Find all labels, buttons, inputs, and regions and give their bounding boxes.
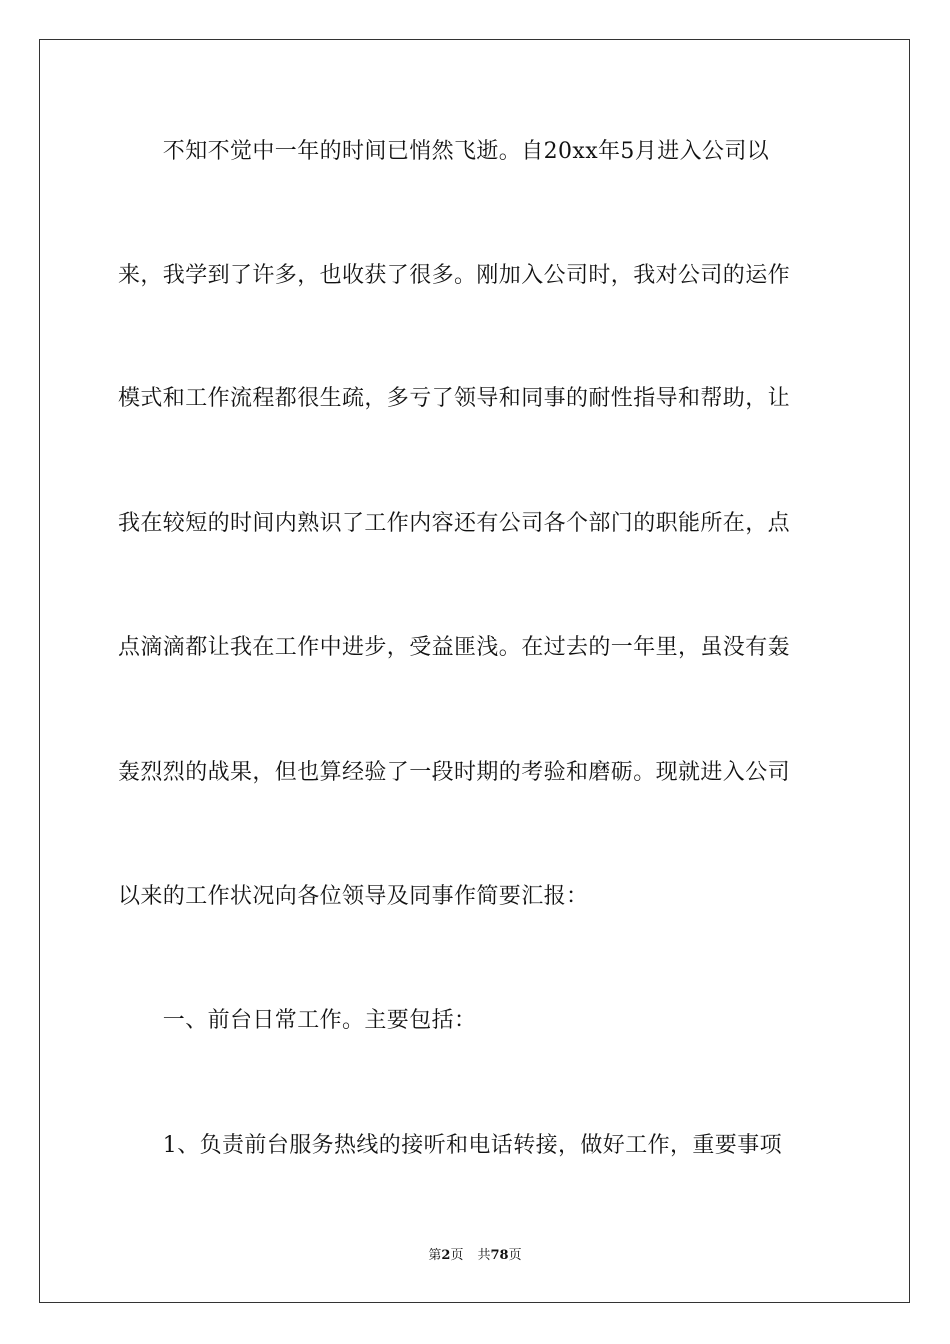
paragraph-line-6: 轰烈烈的战果，但也算经验了一段时期的考验和磨砺。现就进入公司 [118, 760, 791, 785]
page-prefix: 第 [428, 1248, 442, 1263]
paragraph-line-2: 来，我学到了许多，也收获了很多。刚加入公司时，我对公司的运作 [118, 263, 791, 288]
list-item-1: 1、负责前台服务热线的接听和电话转接，做好工作，重要事项 [118, 1133, 782, 1158]
total-unit: 页 [508, 1248, 522, 1263]
paragraph-line-5: 点滴滴都让我在工作中进步，受益匪浅。在过去的一年里，虽没有轰 [118, 635, 791, 660]
paragraph-line-4: 我在较短的时间内熟识了工作内容还有公司各个部门的职能所在，点 [118, 511, 791, 536]
page-number: 2 [441, 1248, 451, 1263]
total-pages: 78 [490, 1248, 509, 1263]
paragraph-line-3: 模式和工作流程都很生疏，多亏了领导和同事的耐性指导和帮助，让 [118, 386, 791, 411]
paragraph-line-1: 不知不觉中一年的时间已悄然飞逝。自20xx年5月进入公司以 [118, 139, 770, 164]
total-prefix: 共 [477, 1248, 491, 1263]
page-footer [0, 1249, 950, 1262]
page-border [39, 39, 910, 1303]
section-heading: 一、前台日常工作。主要包括： [118, 1008, 477, 1033]
paragraph-line-7: 以来的工作状况向各位领导及同事作简要汇报： [118, 884, 589, 909]
page-unit: 页 [450, 1248, 464, 1263]
